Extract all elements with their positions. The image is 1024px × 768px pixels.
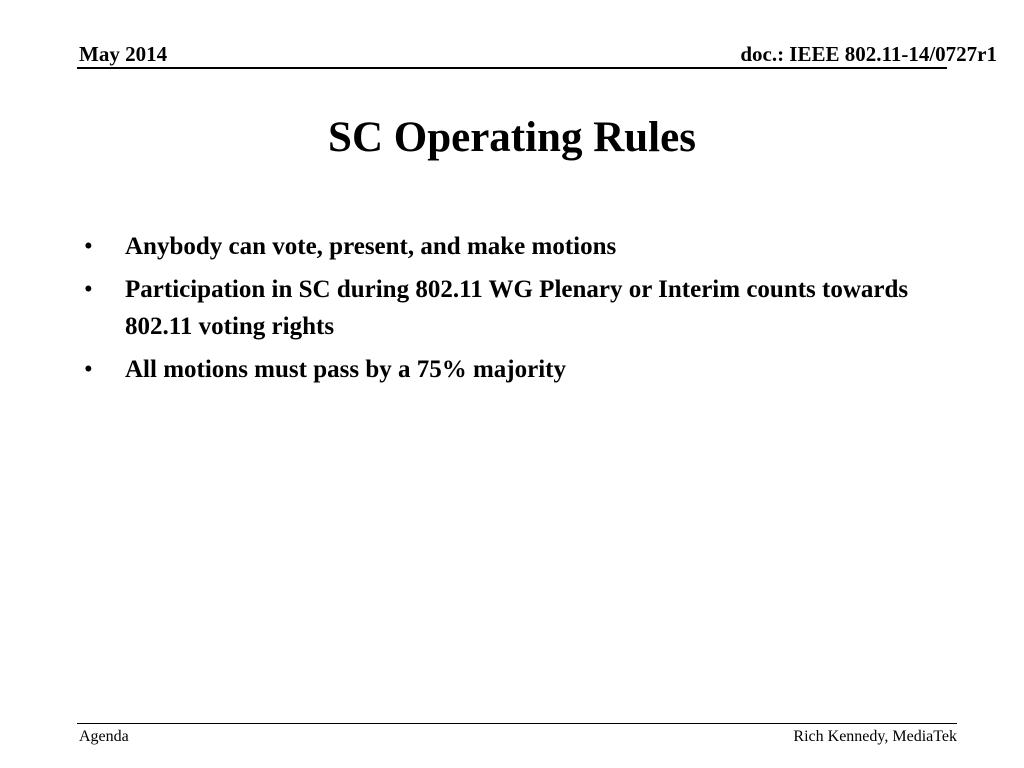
header-divider (77, 67, 947, 69)
footer-divider (77, 723, 957, 724)
header-date: May 2014 (79, 42, 168, 66)
bullet-item (84, 351, 914, 388)
footer-section-label: Agenda (79, 728, 129, 745)
bullet-text: All motions must pass by a 75% majority (125, 356, 566, 383)
bullet-text: Participation in SC during 802.11 WG Plenary or Interim counts towards 802.11 voting rights (125, 276, 909, 340)
bullet-marker: • (84, 233, 93, 260)
bullet-item (84, 271, 914, 345)
bullet-marker: • (84, 276, 93, 303)
slide-title: SC Operating Rules (328, 114, 696, 161)
bullet-text: Anybody can vote, present, and make motions (125, 233, 617, 260)
header-doc-id: doc.: IEEE 802.11-14/0727r1 (740, 42, 997, 66)
footer-author: Rich Kennedy, MediaTek (793, 728, 957, 745)
bullet-item (84, 228, 914, 265)
bullet-marker: • (84, 356, 93, 383)
bullet-list (84, 228, 914, 394)
